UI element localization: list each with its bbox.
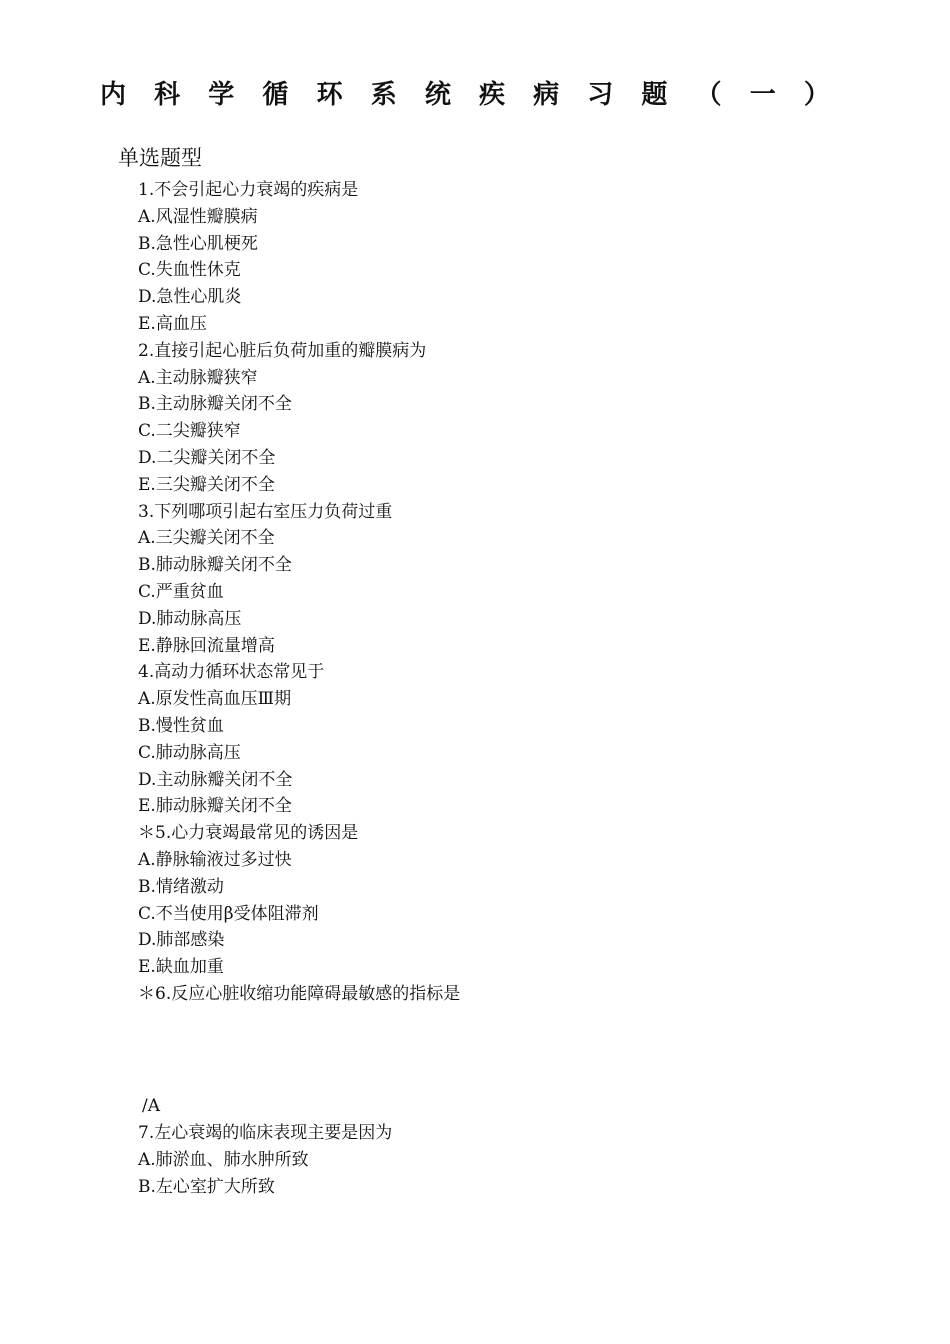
option-line: B.主动脉瓣关闭不全 bbox=[138, 394, 292, 415]
option-line: D.肺部感染 bbox=[138, 930, 225, 951]
option-line: E.三尖瓣关闭不全 bbox=[138, 474, 275, 495]
option-line: B.肺动脉瓣关闭不全 bbox=[138, 555, 292, 576]
option-line: A.主动脉瓣狭窄 bbox=[138, 367, 258, 388]
title-char: 疾 bbox=[478, 80, 505, 110]
option-line: D.主动脉瓣关闭不全 bbox=[138, 769, 293, 790]
question-line: 1.不会引起心力衰竭的疾病是 bbox=[138, 180, 359, 200]
question-line: ＊5.心力衰竭最常见的诱因是 bbox=[138, 823, 359, 844]
title-char: ） bbox=[803, 80, 830, 110]
option-line: D.急性心肌炎 bbox=[138, 287, 242, 308]
option-line: A.风湿性瓣膜病 bbox=[138, 206, 258, 227]
title-char: 环 bbox=[316, 80, 343, 110]
option-line: C.严重贫血 bbox=[138, 581, 224, 602]
option-line: B.急性心肌梗死 bbox=[138, 233, 258, 254]
document-title bbox=[100, 78, 830, 112]
option-line: C.肺动脉高压 bbox=[138, 742, 241, 763]
option-line: B.情绪激动 bbox=[138, 876, 224, 897]
option-line: E.静脉回流量增高 bbox=[138, 635, 275, 656]
option-line: E.肺动脉瓣关闭不全 bbox=[138, 796, 292, 817]
section-heading: 单选题型 bbox=[118, 146, 202, 170]
option-line: A.静脉输液过多过快 bbox=[138, 849, 292, 870]
option-line: D.二尖瓣关闭不全 bbox=[138, 447, 276, 468]
option-line: A.肺淤血、肺水肿所致 bbox=[138, 1149, 309, 1170]
title-char: 习 bbox=[587, 80, 614, 110]
option-line: B.左心室扩大所致 bbox=[138, 1176, 275, 1197]
option-line: C.不当使用β受体阻滞剂 bbox=[138, 903, 319, 924]
question-line: 2.直接引起心脏后负荷加重的瓣膜病为 bbox=[138, 340, 427, 361]
option-line: A.三尖瓣关闭不全 bbox=[138, 528, 275, 549]
title-char: 一 bbox=[749, 80, 776, 110]
option-line: D.肺动脉高压 bbox=[138, 608, 242, 629]
option-line: E.高血压 bbox=[138, 313, 207, 334]
option-line: C.二尖瓣狭窄 bbox=[138, 421, 241, 442]
question-line: 4.高动力循环状态常见于 bbox=[138, 662, 325, 683]
option-line: C.失血性休克 bbox=[138, 260, 241, 281]
option-line: B.慢性贫血 bbox=[138, 715, 224, 736]
option-line: A.原发性高血压Ⅲ期 bbox=[138, 689, 292, 710]
title-char: 题 bbox=[641, 80, 668, 110]
title-char: 统 bbox=[424, 80, 451, 110]
question-list bbox=[138, 177, 460, 1008]
title-char: 科 bbox=[154, 80, 181, 110]
title-char: 循 bbox=[262, 80, 289, 110]
option-line: E.缺血加重 bbox=[138, 957, 224, 978]
question-line: 3.下列哪项引起右室压力负荷过重 bbox=[138, 501, 393, 522]
question-line: 7.左心衰竭的临床表现主要是因为 bbox=[138, 1123, 393, 1143]
question-list-continued bbox=[138, 1120, 392, 1200]
title-char: 病 bbox=[533, 80, 560, 110]
answer-note: /A bbox=[142, 1096, 161, 1116]
title-char: （ bbox=[695, 80, 722, 110]
title-char: 内 bbox=[100, 80, 127, 110]
title-char: 学 bbox=[208, 80, 235, 110]
question-line: ＊6.反应心脏收缩功能障碍最敏感的指标是 bbox=[138, 983, 461, 1004]
title-char: 系 bbox=[370, 80, 397, 110]
